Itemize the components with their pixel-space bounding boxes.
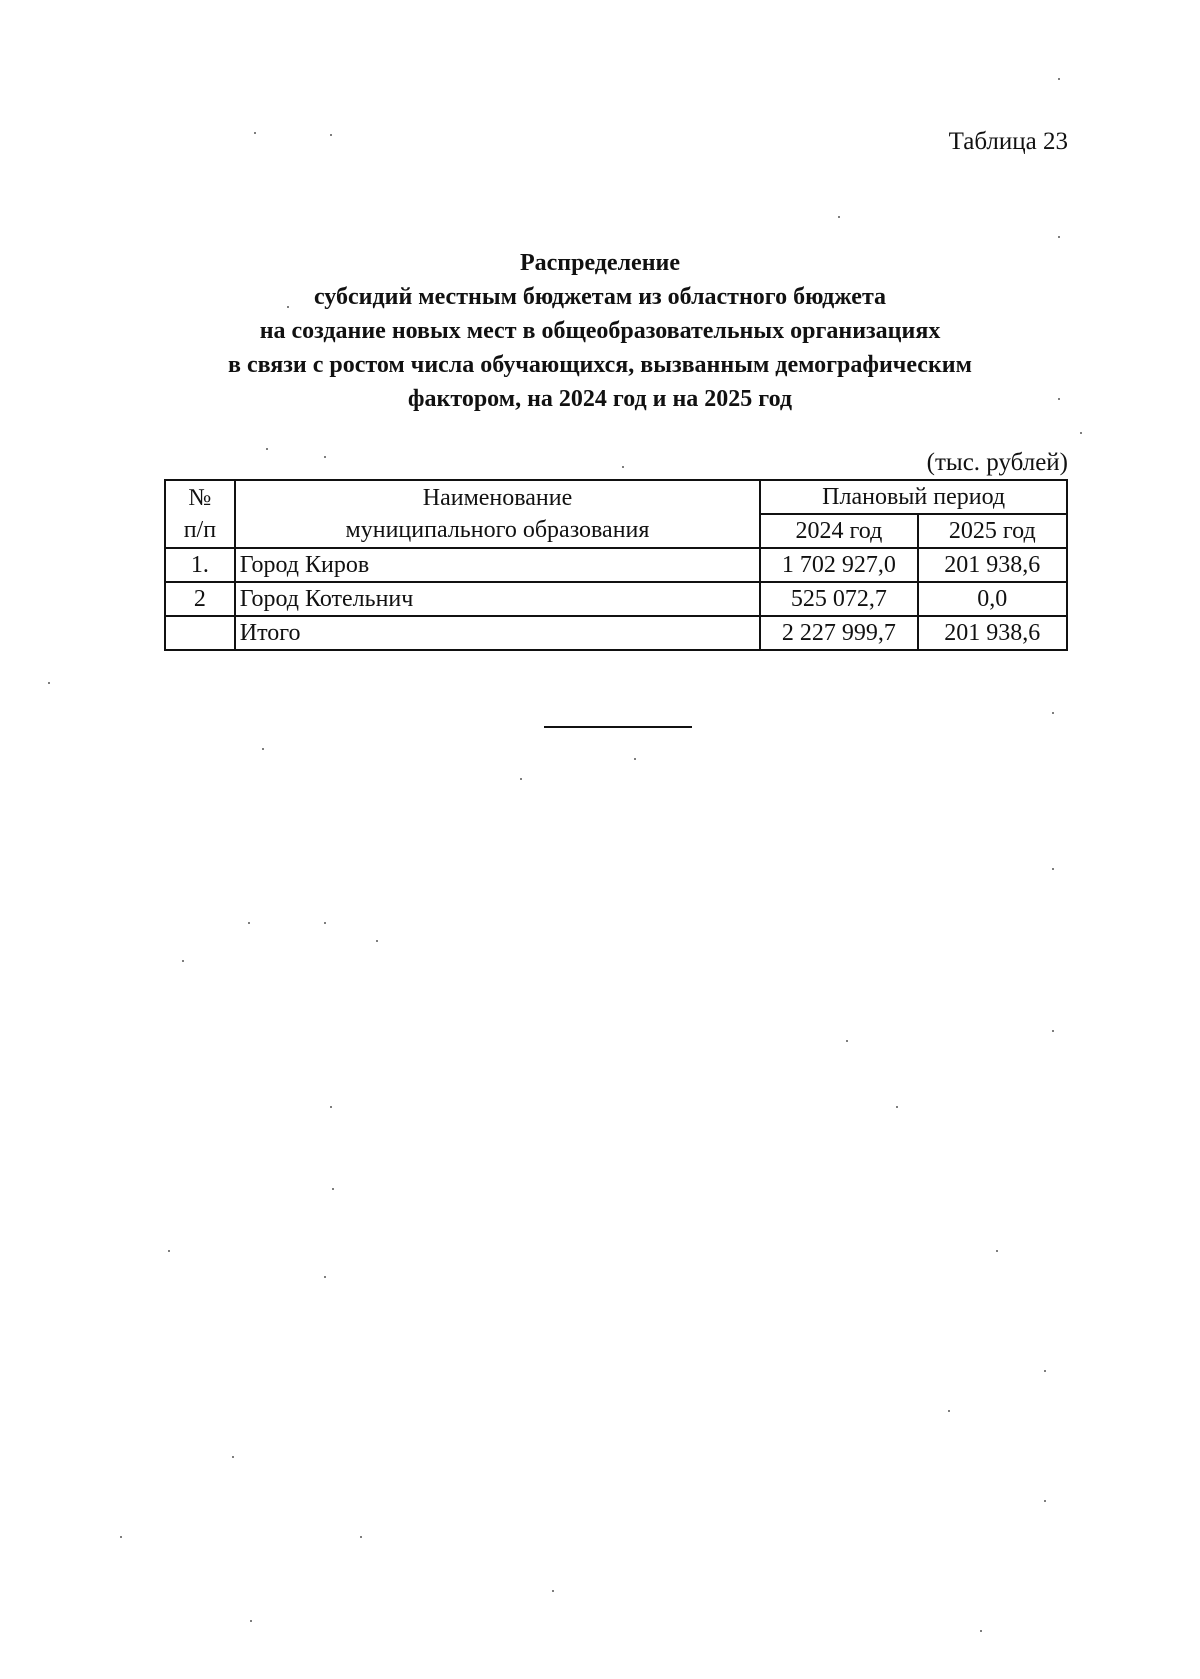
- scan-speck: [324, 922, 326, 924]
- title-line: в связи с ростом числа обучающихся, вызванным демографическим: [228, 352, 972, 378]
- header-number-line1: №: [188, 485, 212, 511]
- header-number: [165, 480, 235, 548]
- scan-speck: [287, 306, 289, 308]
- document-title: [0, 246, 1200, 416]
- scan-speck: [332, 1188, 334, 1190]
- header-period: Плановый период: [760, 480, 1067, 514]
- row-name: Итого: [235, 616, 761, 650]
- scan-speck: [980, 1630, 982, 1632]
- table-number: Таблица 23: [948, 128, 1068, 155]
- scan-speck: [1058, 398, 1060, 400]
- title-line: Распределение: [519, 250, 681, 276]
- table-header-row: [165, 480, 1067, 514]
- scan-speck: [520, 778, 522, 780]
- row-value-2024: 1 702 927,0: [760, 548, 917, 582]
- row-name: Город Киров: [235, 548, 761, 582]
- scan-speck: [1044, 1500, 1046, 1502]
- subsidy-table: [164, 479, 1068, 651]
- row-value-2024: 525 072,7: [760, 582, 917, 616]
- row-name: Город Котельнич: [235, 582, 761, 616]
- scan-speck: [168, 1250, 170, 1252]
- scan-speck: [1058, 236, 1060, 238]
- scan-speck: [330, 1106, 332, 1108]
- scan-speck: [120, 1536, 122, 1538]
- scan-speck: [1052, 1030, 1054, 1032]
- scan-speck: [250, 1620, 252, 1622]
- scan-speck: [232, 1456, 234, 1458]
- scan-speck: [896, 1106, 898, 1108]
- header-name-line2: муниципального образования: [345, 517, 650, 543]
- row-value-2025: 0,0: [918, 582, 1067, 616]
- scan-speck: [324, 456, 326, 458]
- row-number: [165, 616, 235, 650]
- scan-speck: [634, 758, 636, 760]
- scan-speck: [996, 1250, 998, 1252]
- row-value-2025: 201 938,6: [918, 616, 1067, 650]
- closing-rule: [544, 726, 692, 728]
- scan-speck: [1052, 712, 1054, 714]
- title-line: на создание новых мест в общеобразовательных организациях: [259, 318, 941, 344]
- scan-speck: [552, 1590, 554, 1592]
- scan-speck: [1058, 78, 1060, 80]
- scan-speck: [846, 1040, 848, 1042]
- scan-speck: [948, 1410, 950, 1412]
- scan-speck: [324, 1276, 326, 1278]
- scan-speck: [1080, 432, 1082, 434]
- row-value-2024: 2 227 999,7: [760, 616, 917, 650]
- scan-speck: [1044, 1370, 1046, 1372]
- title-line: фактором, на 2024 год и на 2025 год: [407, 386, 793, 412]
- units-label: (тыс. рублей): [926, 449, 1068, 476]
- row-value-2025: 201 938,6: [918, 548, 1067, 582]
- scan-speck: [254, 132, 256, 134]
- table-row: [165, 548, 1067, 582]
- header-year-2025: 2025 год: [918, 514, 1067, 548]
- scan-speck: [182, 960, 184, 962]
- scan-speck: [266, 448, 268, 450]
- scan-speck: [838, 216, 840, 218]
- scan-speck: [376, 940, 378, 942]
- table-total-row: [165, 616, 1067, 650]
- scan-speck: [622, 466, 624, 468]
- title-line: субсидий местным бюджетам из областного бюджета: [313, 284, 887, 310]
- header-name: [235, 480, 761, 548]
- header-number-line2: п/п: [183, 517, 217, 543]
- row-number: 1.: [165, 548, 235, 582]
- header-name-line1: Наименование: [422, 485, 573, 511]
- header-year-2024: 2024 год: [760, 514, 917, 548]
- table-row: [165, 582, 1067, 616]
- scan-speck: [360, 1536, 362, 1538]
- scan-speck: [1052, 868, 1054, 870]
- scan-speck: [330, 134, 332, 136]
- scan-speck: [262, 748, 264, 750]
- scan-speck: [48, 682, 50, 684]
- row-number: 2: [165, 582, 235, 616]
- scan-speck: [248, 922, 250, 924]
